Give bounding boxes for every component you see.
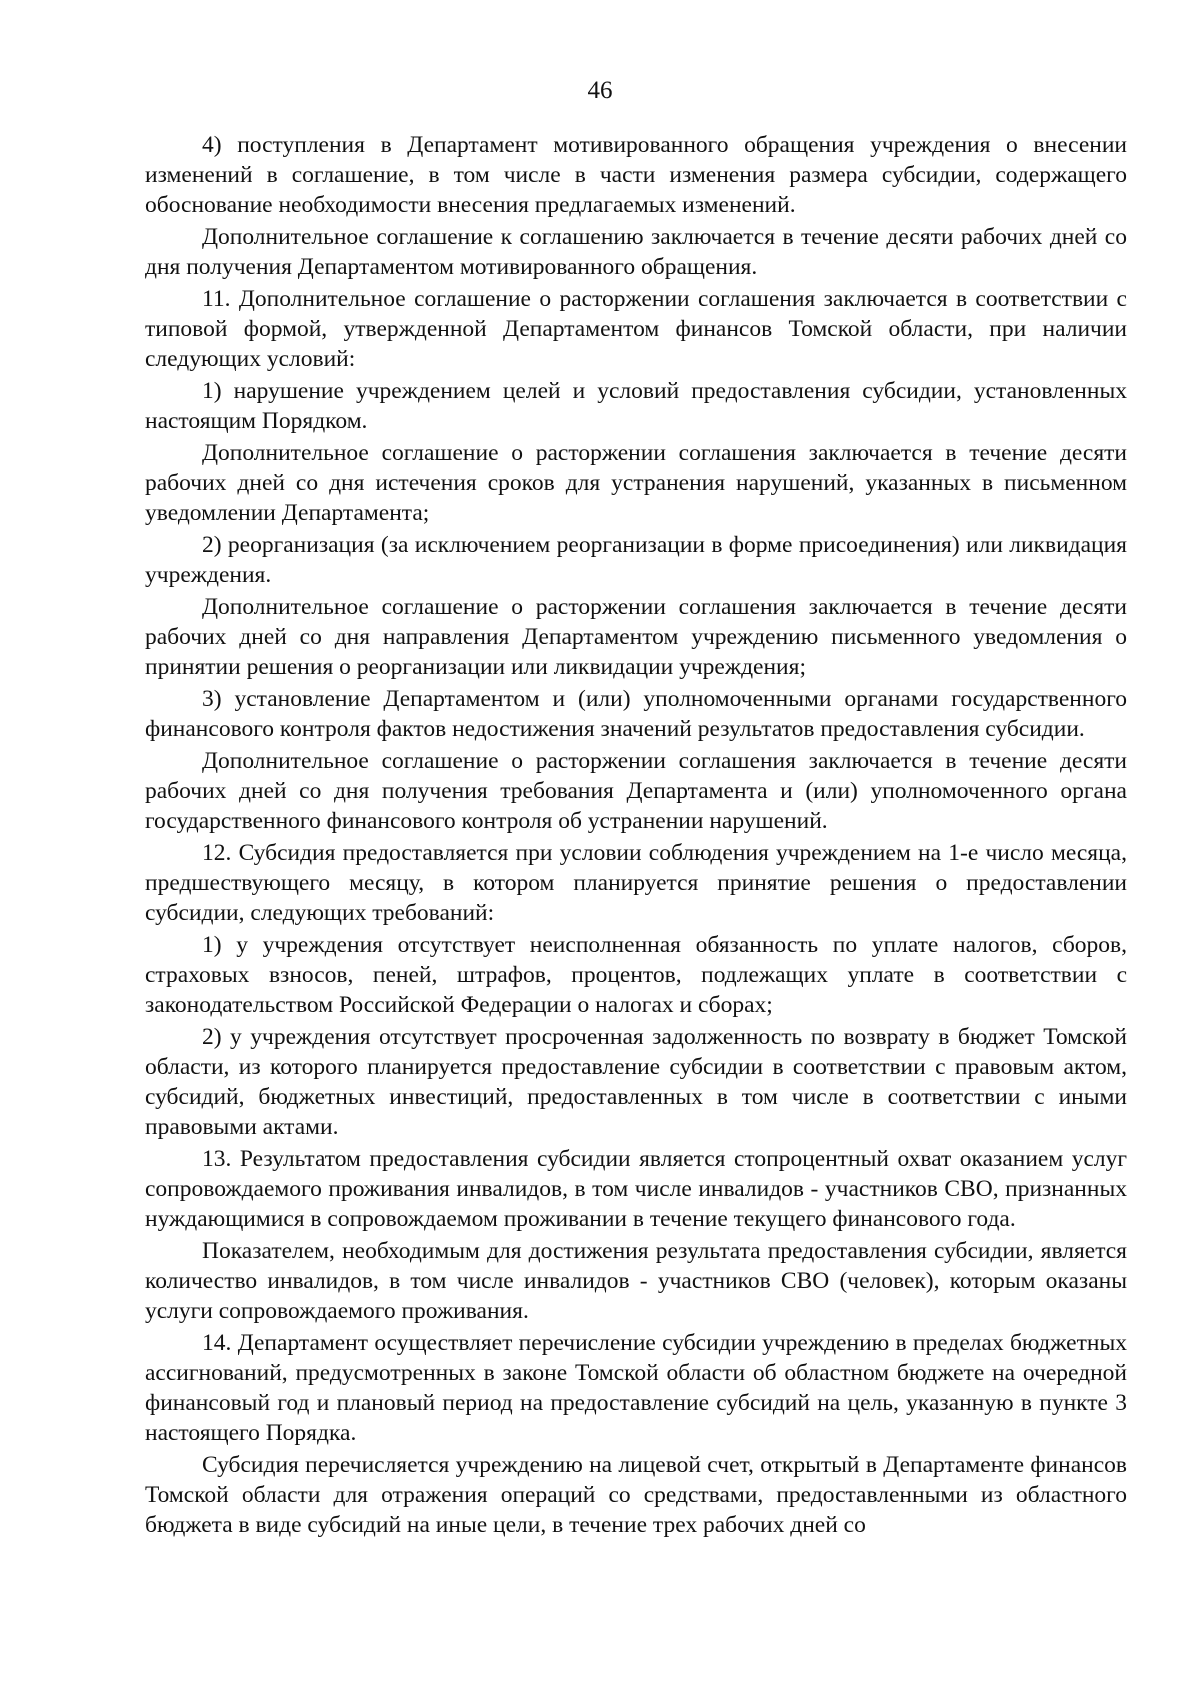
- paragraph-11-termination-conditions: 11. Дополнительное соглашение о расторжении соглашения заключается в соответствии с типовой формой, утвержденной Департаментом финансов Томской области, при наличии следующих условий:: [145, 286, 1127, 372]
- paragraph-13-result: 13. Результатом предоставления субсидии является стопроцентный охват оказанием услуг сопровождаемого проживания инвалидов, в том числе инвалидов - участников СВО, признанных нуждающимися в сопровождаемом проживании в течение текущего финансового года.: [145, 1146, 1127, 1232]
- paragraph-condition-1-violation: 1) нарушение учреждением целей и условий предоставления субсидии, установленных настоящим Порядком.: [145, 378, 1127, 434]
- body-text: [145, 130, 1127, 1542]
- paragraph-condition-3-non-achievement: 3) установление Департаментом и (или) уполномоченными органами государственного финансового контроля фактов недостижения значений результатов предоставления субсидии.: [145, 686, 1127, 742]
- paragraph-4-modification-request: 4) поступления в Департамент мотивированного обращения учреждения о внесении изменений в соглашение, в том числе в части изменения размера субсидии, содержащего обоснование необходимости внесения предлагаемых изменений.: [145, 132, 1127, 218]
- paragraph-12-subsidy-requirements: 12. Субсидия предоставляется при условии соблюдения учреждением на 1-е число месяца, предшествующего месяцу, в котором планируется принятие решения о предоставлении субсидии, следующих требований:: [145, 840, 1127, 926]
- paragraph-supplementary-agreement-term: Дополнительное соглашение к соглашению заключается в течение десяти рабочих дней со дня получения Департаментом мотивированного обращения.: [145, 224, 1127, 280]
- paragraph-termination-term-violation: Дополнительное соглашение о расторжении соглашения заключается в течение десяти рабочих дней со дня истечения сроков для устранения нарушений, указанных в письменном уведомлении Департамента;: [145, 440, 1127, 526]
- paragraph-termination-term-requirement: Дополнительное соглашение о расторжении соглашения заключается в течение десяти рабочих дней со дня получения требования Департамента и (или) уполномоченного органа государственного финансового контроля об устранении нарушений.: [145, 748, 1127, 834]
- paragraph-termination-term-reorganization: Дополнительное соглашение о расторжении соглашения заключается в течение десяти рабочих дней со дня направления Департаментом учреждению письменного уведомления о принятии решения о реорганизации или ликвидации учреждения;: [145, 594, 1127, 680]
- page-number: 46: [587, 77, 613, 104]
- paragraph-condition-2-reorganization: 2) реорганизация (за исключением реорганизации в форме присоединения) или ликвидация учреждения.: [145, 532, 1127, 588]
- paragraph-requirement-1-taxes: 1) у учреждения отсутствует неисполненная обязанность по уплате налогов, сборов, страховых взносов, пеней, штрафов, процентов, подлежащих уплате в соответствии с законодательством Российской Федерации о налогах и сборах;: [145, 932, 1127, 1018]
- paragraph-indicator: Показателем, необходимым для достижения результата предоставления субсидии, является количество инвалидов, в том числе инвалидов - участников СВО (человек), которым оказаны услуги сопровождаемого проживания.: [145, 1238, 1127, 1324]
- paragraph-requirement-2-debt: 2) у учреждения отсутствует просроченная задолженность по возврату в бюджет Томской области, из которого планируется предоставление субсидии в соответствии с правовым актом, субсидий, бюджетных инвестиций, предоставленных в том числе в соответствии с иными правовыми актами.: [145, 1024, 1127, 1140]
- paragraph-14-transfer: 14. Департамент осуществляет перечисление субсидии учреждению в пределах бюджетных ассигнований, предусмотренных в законе Томской области об областном бюджете на очередной финансовый год и плановый период на предоставление субсидий на цель, указанную в пункте 3 настоящего Порядка.: [145, 1330, 1127, 1446]
- paragraph-account-transfer: Субсидия перечисляется учреждению на лицевой счет, открытый в Департаменте финансов Томской области для отражения операций со средствами, предоставленными из областного бюджета в виде субсидий на иные цели, в течение трех рабочих дней со: [145, 1452, 1127, 1538]
